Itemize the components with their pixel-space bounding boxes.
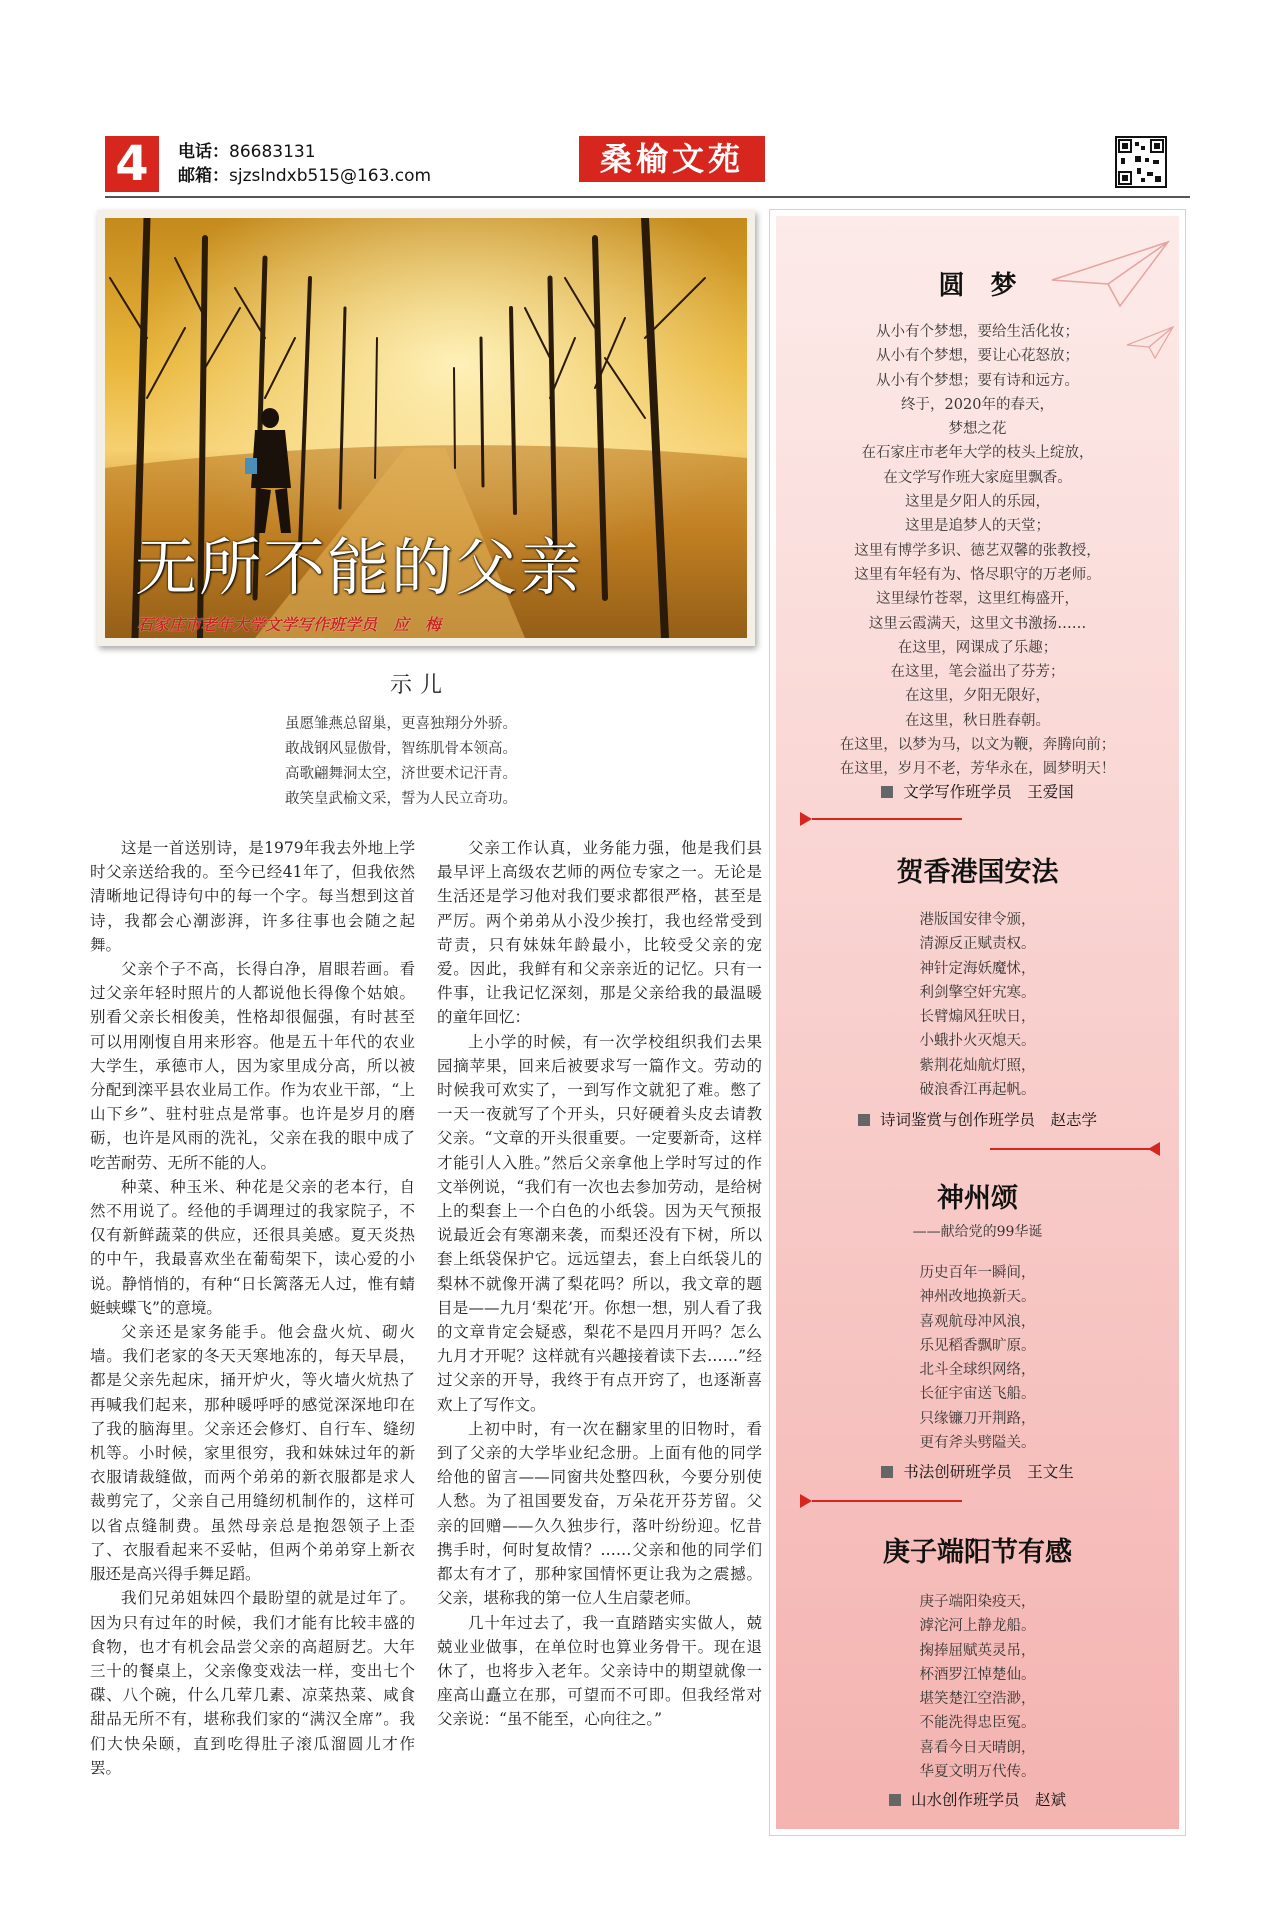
- poem-line: 这里是追梦人的天堂；: [905, 518, 1050, 535]
- author-marker-icon: [881, 786, 893, 798]
- feature-headline: 无所不能的父亲: [135, 531, 584, 604]
- poem-line: 港版国安律令颁，: [919, 912, 1036, 928]
- page-number: 4: [105, 136, 159, 192]
- poem-line: 这里云霞满天，这里文书激扬……: [868, 615, 1087, 632]
- poem-author: 书法创研班学员 王文生: [770, 1460, 1185, 1482]
- section-divider: [800, 1494, 1160, 1508]
- poem-line: 长臂煽风狂吠日，: [919, 1009, 1036, 1026]
- poem-line: 破浪香江再起帆。: [919, 1082, 1036, 1099]
- article-paragraph: 父亲工作认真，业务能力强，他是我们县最早评上高级农艺师的两位专家之一。无论是生活还是学习他对我们要求都很严格，甚至是严厉。两个弟弟从小没少挨打，我也经常受到苛责，只有妹妹年龄最小，比较受父亲的宠爱。因此，我鲜有和父亲亲近的记忆。只有一件事，让我记忆深刻，那是父亲给我的最温暖的童年回忆：: [437, 839, 762, 1027]
- article-column-1: [90, 836, 415, 1780]
- poem-line: 掬捧屈赋英灵吊，: [919, 1642, 1036, 1659]
- poem-line: 清源反正赋责权。: [919, 936, 1036, 953]
- poem-shier-lines: [285, 712, 517, 812]
- poem-line: 在这里，秋日胜春朝。: [905, 712, 1050, 729]
- poem-author: 山水创作班学员 赵斌: [770, 1788, 1185, 1810]
- author-marker-icon: [858, 1114, 870, 1126]
- poem-lines: [770, 1261, 1185, 1455]
- phone-number: 86683131: [229, 142, 316, 162]
- article-paragraph: 种菜、种玉米、种花是父亲的老本行，自然不用说了。经他的手调理过的我家院子，不仅有新鲜蔬菜的供应，还很具美感。夏天炎热的中午，我最喜欢坐在葡萄架下，读心爱的小说。静悄悄的，有种“日长篱落无人过，惟有蜻蜓蛱蝶飞”的意境。: [90, 1177, 415, 1317]
- poem-line: 在文学写作班大家庭里飘香。: [883, 469, 1072, 486]
- poem-subtitle: ——献给党的99华诞: [912, 1224, 1043, 1240]
- poem-line: 在这里，笔会溢出了芬芳；: [890, 664, 1065, 681]
- poem-line: 紫荆花灿航灯照，: [919, 1057, 1036, 1074]
- poem-line: 这里有博学多识、德艺双馨的张教授，: [854, 542, 1101, 559]
- article-paragraph: 几十年过去了，我一直踏踏实实做人，兢兢业业做事，在单位时也算业务骨干。现在退休了，也将步入老年。父亲诗中的期望就像一座高山矗立在那，可望而不可即。但我经常对父亲说：“虽不能至，心向往之。”: [437, 1613, 762, 1729]
- column-title: 桑榆文苑: [579, 136, 765, 182]
- email-label: 邮箱：: [178, 166, 229, 186]
- poem-line: 滹沱河上静龙船。: [919, 1618, 1036, 1635]
- article-paragraph: 上初中时，有一次在翻家里的旧物时，看到了父亲的大学毕业纪念册。上面有他的同学给他的留言——同窗共处整四秋，今要分别使人愁。为了祖国要发奋，万朵花开芬芳留。父亲的回赠——久久独步行，落叶纷纷迎。忆昔携手时，何时复故情？……父亲和他的同学们都太有才了，那种家国情怀更让我为之震撼。父亲，堪称我的第一位人生启蒙老师。: [437, 1419, 762, 1608]
- poem-title: 圆 梦: [938, 271, 1017, 301]
- poem-line: 在这里，岁月不老，芳华永在，圆梦明天！: [839, 761, 1116, 778]
- article-column-2: [437, 836, 762, 1732]
- poem-line: 不能洗得忠臣冤。: [919, 1715, 1036, 1732]
- phone-label: 电话：: [178, 142, 229, 162]
- poem-lines: [770, 320, 1185, 782]
- poem-line: 敢笑皇武榆文采，誓为人民立奇功。: [285, 791, 517, 807]
- article-paragraph: 这是一首送别诗，是1979年我去外地上学时父亲送给我的。至今已经41年了，但我依然清晰地记得诗句中的每一个字。每当想到这首诗，我都会心潮澎湃，许多往事也会随之起舞。: [90, 839, 415, 954]
- feature-photo: [105, 218, 747, 638]
- poem-line: 庚子端阳染疫天，: [919, 1594, 1036, 1610]
- poem-line: 华夏文明万代传。: [919, 1764, 1036, 1781]
- poem-line: 虽愿雏燕总留巢，更喜独翔分外骄。: [285, 716, 517, 732]
- poem-line: 只缘镰刀开荆路，: [919, 1410, 1036, 1427]
- poem-line: 喜看今日天晴朗，: [919, 1739, 1036, 1756]
- poem-line: 从小有个梦想，要给生活化妆；: [876, 324, 1079, 340]
- poem-line: 小蛾扑火灭熄天。: [919, 1033, 1036, 1050]
- poem-line: 这里有年轻有为、恪尽职守的万老师。: [854, 566, 1101, 583]
- contact-info: [178, 140, 431, 188]
- poem-line: 终于，2020年的春天，: [901, 396, 1054, 413]
- poem-line: 高歌翩舞洞太空，济世要术记汗青。: [285, 766, 517, 782]
- poem-line: 梦想之花: [948, 421, 1007, 438]
- poem-line: 这里是夕阳人的乐园，: [905, 494, 1050, 511]
- author-marker-icon: [889, 1794, 901, 1806]
- poem-title: 神州颂: [937, 1183, 1018, 1214]
- poem-title: 庚子端阳节有感: [883, 1537, 1072, 1568]
- poem-line: 从小有个梦想，要让心花怒放；: [876, 348, 1079, 365]
- qr-code-icon: [1115, 136, 1167, 188]
- poem-line: 杯酒罗江悼楚仙。: [919, 1666, 1036, 1683]
- poem-shier-title: 示儿: [390, 673, 451, 698]
- section-divider: [800, 812, 1160, 826]
- poem-line: 在这里，以梦为马，以文为鞭，奔腾向前；: [839, 737, 1116, 754]
- poem-line: 神针定海妖魔怵，: [919, 960, 1036, 977]
- poem-line: 北斗全球织网络，: [919, 1362, 1036, 1379]
- poem-line: 喜观航母冲风浪，: [919, 1313, 1036, 1330]
- poetry-sidebar: [770, 210, 1185, 1835]
- email-address: sjzslndxb515@163.com: [229, 166, 432, 186]
- poem-line: 更有斧头劈隘关。: [919, 1435, 1036, 1452]
- poem-line: 堪笑楚江空浩渺，: [919, 1691, 1036, 1708]
- header-rule: [105, 196, 1190, 198]
- article-paragraph: 上小学的时候，有一次学校组织我们去果园摘苹果，回来后被要求写一篇作文。劳动的时候我可欢实了，一到写作文就犯了难。憋了一天一夜就写了个开头，只好硬着头皮去请教父亲。“文章的开头很重要。一定要新奇，这样才能引人入胜。”然后父亲拿他上学时写过的作文举例说，“我们有一次也去参加劳动，是给树上的梨套上一个白色的小纸袋。因为天气预报说最近会有寒潮来袭，而梨还没有下树，所以套上纸袋保护它。远远望去，套上白纸袋儿的梨林不就像开满了梨花吗？所以，我文章的题目是——九月‘梨花’开。你想一想，别人看了我的文章肯定会疑惑，梨花不是四月开吗？怎么九月才开呢？这样就有兴趣接着读下去……”经过父亲的开导，我终于有点开窍了，也逐渐喜欢上了写作文。: [437, 1032, 762, 1414]
- article-paragraph: 我们兄弟姐妹四个最盼望的就是过年了。因为只有过年的时候，我们才能有比较丰盛的食物，也才有机会品尝父亲的高超厨艺。大年三十的餐桌上，父亲像变戏法一样，变出七个碟、八个碗，什么几荤几素、凉菜热菜、咸食甜品无所不有，堪称我们家的“满汉全席”。我们大快朵颐，直到吃得肚子滚瓜溜圆儿才作罢。: [90, 1589, 415, 1777]
- poem-line: 从小有个梦想；要有诗和远方。: [876, 372, 1079, 389]
- poem-line: 这里绿竹苍翠，这里红梅盛开，: [876, 591, 1079, 608]
- poem-line: 历史百年一瞬间，: [919, 1265, 1036, 1281]
- poem-lines: [770, 1590, 1185, 1784]
- feature-photo-frame: [97, 210, 755, 646]
- poem-line: 乐见稻香飘旷原。: [919, 1337, 1036, 1354]
- poem-line: 利剑擎空奸宄寒。: [919, 984, 1036, 1001]
- author-marker-icon: [881, 1466, 893, 1478]
- poem-author: 诗词鉴赏与创作班学员 赵志学: [770, 1108, 1185, 1130]
- poem-lines: [770, 908, 1185, 1102]
- poem-author: 文学写作班学员 王爱国: [770, 780, 1185, 802]
- poem-line: 神州改地换新天。: [919, 1289, 1036, 1306]
- article-paragraph: 父亲还是家务能手。他会盘火炕、砌火墙。我们老家的冬天天寒地冻的，每天早晨，都是父亲先起床，捅开炉火，等火墙火炕热了再喊我们起来，那种暖呼呼的感觉深深地印在了我的脑海里。父亲还会修灯、自行车、缝纫机等。小时候，家里很穷，我和妹妹过年的新衣服请裁缝做，而两个弟弟的新衣服都是求人裁剪完了，父亲自己用缝纫机制作的，这样可以省点缝制费。虽然母亲总是抱怨领子上歪了、衣服看起来不妥帖，但两个弟弟穿上新衣服还是高兴得手舞足蹈。: [90, 1323, 415, 1584]
- section-divider: [800, 1142, 1160, 1156]
- feature-byline: 石家庄市老年大学文学写作班学员 应 梅: [137, 615, 442, 634]
- poem-line: 在这里，夕阳无限好，: [905, 688, 1050, 705]
- poem-line: 在这里，网课成了乐趣；: [897, 639, 1058, 656]
- poem-line: 敢战钢风显傲骨，智练肌骨本领高。: [285, 741, 517, 757]
- poem-title: 贺香港国安法: [896, 857, 1059, 888]
- article-paragraph: 父亲个子不高，长得白净，眉眼若画。看过父亲年轻时照片的人都说他长得像个姑娘。别看父亲长相俊美，性格却很倔强，有时甚至可以用刚愎自用来形容。他是五十年代的农业大学生，承德市人，因为家里成分高，所以被分配到滦平县农业局工作。作为农业干部，“上山下乡”、驻村驻点是常事。也许是岁月的磨砺，也许是风雨的洗礼，父亲在我的眼中成了吃苦耐劳、无所不能的人。: [90, 960, 415, 1172]
- poem-line: 长征宇宙送飞船。: [919, 1386, 1036, 1403]
- poem-line: 在石家庄市老年大学的枝头上绽放，: [861, 445, 1094, 462]
